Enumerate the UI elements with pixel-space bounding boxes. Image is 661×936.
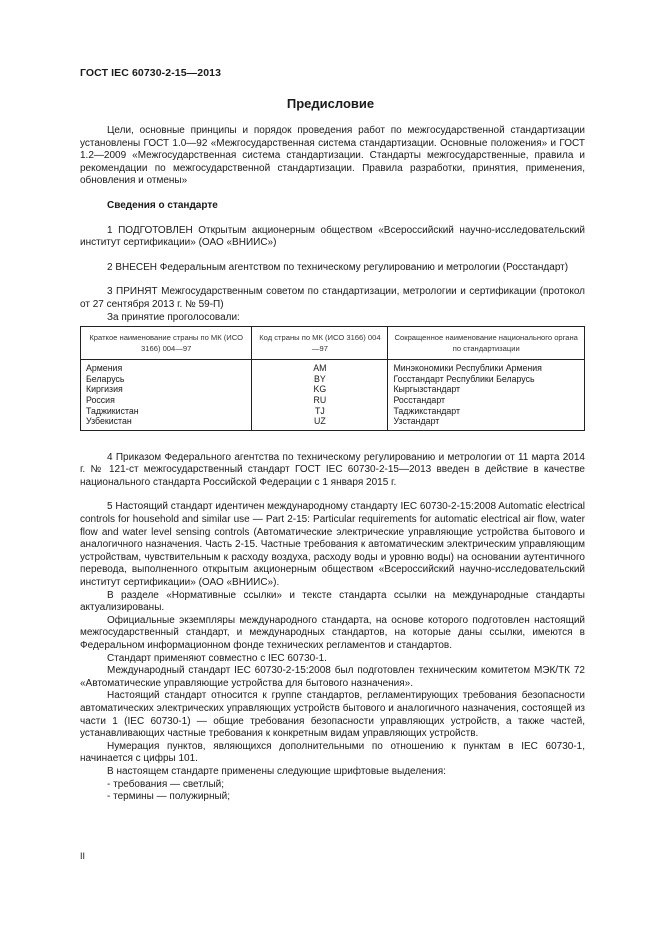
page-number: II [80, 851, 86, 861]
country-name: Таджикистан [81, 406, 252, 417]
standards-body: Росстандарт [388, 395, 585, 406]
paragraph-official-copies: Официальные экземпляры международного стандарта, на основе которого подготовлен настоящий межгосударственный стандарт, и международных стандартов, на которые даны ссылки, имеются в Федеральном информационном фонде технических регламентов и стандартов. [80, 614, 585, 651]
table-header-code: Код страны по МК (ИСО 3166) 004—97 [252, 327, 388, 360]
paragraph-applied-with: Стандарт применяют совместно с IEC 60730-1. [107, 652, 327, 664]
intro-paragraph: Цели, основные принципы и порядок проведения работ по межгосударственной стандартизации установлены ГОСТ 1.0—92 «Межгосударственная система стандартизации. Основные положения» и ГОСТ 1.2—2009 «Межгосударственная система стандартизации. Стандарты межгосударственные, правила и рекомендации по межгосударственной стандартизации. Правила разработки, принятия, применения, обновления и отмены» [80, 125, 585, 187]
country-name: Армения [81, 360, 252, 374]
countries-table [80, 326, 585, 431]
country-name: Россия [81, 395, 252, 406]
standards-body: Узстандарт [388, 416, 585, 430]
item-4: 4 Приказом Федерального агентства по техническому регулированию и метрологии от 11 марта 2014 г. № 121-ст межгосударственный стандарт ГОСТ IEC 60730-2-15—2013 введен в действие в качестве национального стандарта Российской Федерации с 1 января 2015 г. [80, 451, 585, 488]
country-name: Киргизия [81, 384, 252, 395]
standards-body: Минэкономики Республики Армения [388, 360, 585, 374]
voted-label: За принятие проголосовали: [107, 311, 240, 323]
country-name: Узбекистан [81, 416, 252, 430]
country-code: RU [252, 395, 388, 406]
standards-body: Кыргызстандарт [388, 384, 585, 395]
standards-body: Таджикстандарт [388, 406, 585, 417]
country-name: Беларусь [81, 374, 252, 385]
item-1: 1 ПОДГОТОВЛЕН Открытым акционерным обществом «Всероссийский научно-исследовательский институт сертификации» (ОАО «ВНИИС») [80, 224, 585, 249]
info-heading: Сведения о стандарте [107, 199, 218, 211]
table-row [81, 374, 585, 385]
paragraph-prepared-by: Международный стандарт IEC 60730-2-15:2008 был подготовлен техническим комитетом МЭК/ТК 72 «Автоматические управляющие устройства для бытового назначения». [80, 665, 585, 689]
table-row [81, 416, 585, 430]
paragraph-references: В разделе «Нормативные ссылки» и тексте стандарта ссылки на международные стандарты актуализированы. [80, 589, 585, 614]
table-row [81, 395, 585, 406]
table-row [81, 384, 585, 395]
paragraph-standards-group: Настоящий стандарт относится к группе стандартов, регламентирующих требования безопасности автоматических электрических управляющих устройств бытового и аналогичного назначения, состоящей из части 1 (IEC 60730-1) — общие требования безопасности управляющих устройств, а также частей, устанавливающих частные требования к конкретным видам управляющих устройств. [80, 690, 585, 740]
list-item-terms: - термины — полужирный; [107, 791, 231, 803]
document-body [80, 125, 585, 804]
standards-body: Госстандарт Республики Беларусь [388, 374, 585, 385]
list-item-requirements: - требования — светлый; [107, 778, 225, 790]
paragraph-font-conventions: В настоящем стандарте применены следующие шрифтовые выделения: [107, 765, 446, 777]
document-header: ГОСТ IEC 60730-2-15—2013 [80, 67, 222, 79]
item-5: 5 Настоящий стандарт идентичен международному стандарту IEC 60730-2-15:2008 Automatic electrical controls for household and similar use — Part 2-15: Particular requirements for automatic electrical air flow, water flow and water level sensing controls (Автоматические электрические управляющие устройства бытового и аналогичного назначения. Часть 2-15. Частные требования к автоматическим электрическим управляющим устройствам, чувствительным к расходу воздуха, расходу воды и уровню воды) на основании аутентичного перевода, выполненного открытым акционерным обществом «Всероссийский научно-исследовательский институт сертификации» (ОАО «ВНИИС»). [80, 501, 585, 589]
item-2: 2 ВНЕСЕН Федеральным агентством по техническому регулированию и метрологии (Росстандарт) [107, 261, 569, 273]
table-row [81, 360, 585, 374]
country-code: UZ [252, 416, 388, 430]
item-3: 3 ПРИНЯТ Межгосударственным советом по стандартизации, метрологии и сертификации (протокол от 27 сентября 2013 г. № 59-П) [80, 286, 585, 310]
table-header-country: Краткое наименование страны по МК (ИСО 3166) 004—97 [81, 327, 252, 360]
country-code: AM [252, 360, 388, 374]
table-header-body: Сокращенное наименование национального органа по стандартизации [388, 327, 585, 360]
country-code: TJ [252, 406, 388, 417]
page-title: Предисловие [286, 96, 375, 111]
table-row [81, 406, 585, 417]
country-code: BY [252, 374, 388, 385]
paragraph-numbering: Нумерация пунктов, являющихся дополнительными по отношению к пунктам в IEC 60730-1, начинается с цифры 101. [80, 740, 585, 765]
country-code: KG [252, 384, 388, 395]
